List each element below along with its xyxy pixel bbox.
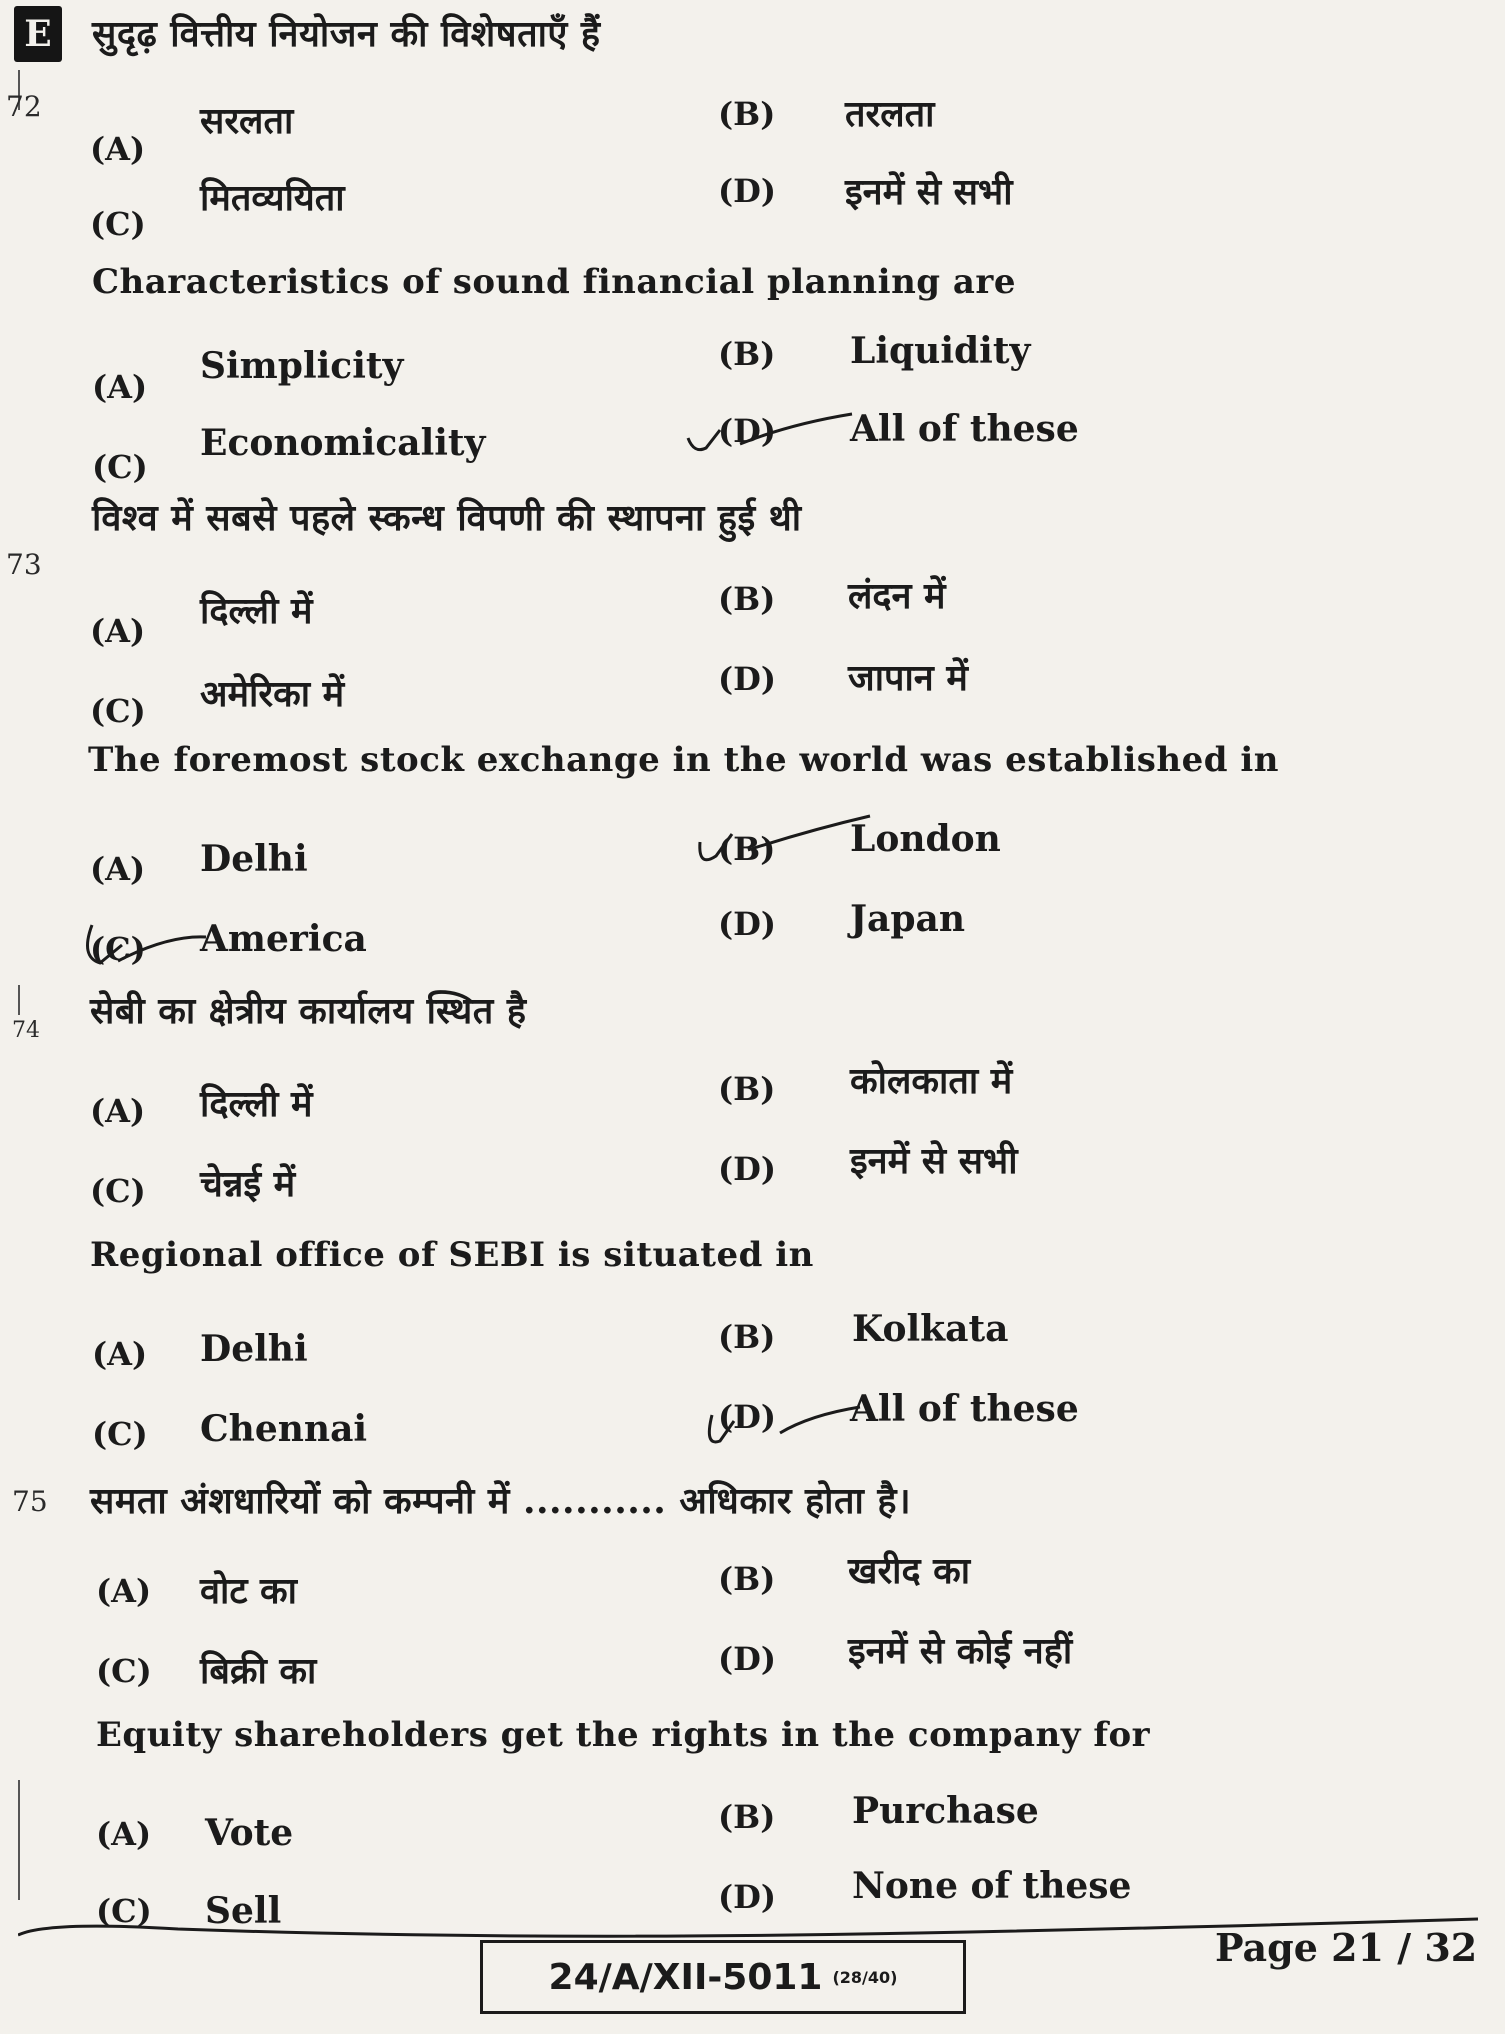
option-label: (D) bbox=[718, 660, 777, 698]
option-label: (D) bbox=[718, 1398, 777, 1436]
option-text: जापान में bbox=[848, 657, 968, 699]
option-label: (D) bbox=[718, 1878, 777, 1916]
margin-line bbox=[18, 985, 20, 1015]
option-text: इनमें से सभी bbox=[850, 1140, 1018, 1182]
option-text: खरीद का bbox=[848, 1550, 971, 1592]
option-text: सरलता bbox=[200, 100, 294, 142]
option-label: (B) bbox=[718, 580, 776, 618]
option-text: बिक्री का bbox=[200, 1650, 317, 1692]
paper-code-small: (28/40) bbox=[832, 1967, 898, 1987]
option-text: लंदन में bbox=[848, 575, 946, 617]
option-label: (C) bbox=[92, 1415, 148, 1453]
option-label: (C) bbox=[90, 205, 146, 243]
answer-tick-mark bbox=[680, 400, 870, 460]
option-text: अमेरिका में bbox=[200, 673, 345, 715]
question-number: 75 bbox=[12, 1485, 48, 1518]
question-stem-english: The foremost stock exchange in the world was established in bbox=[88, 740, 1279, 780]
option-label: (C) bbox=[96, 1892, 152, 1930]
option-text: Sell bbox=[205, 1890, 282, 1932]
question-number: 72 bbox=[6, 90, 42, 123]
option-label: (A) bbox=[90, 130, 146, 168]
question-stem-hindi: विश्व में सबसे पहले स्कन्ध विपणी की स्थापना हुई थी bbox=[92, 497, 802, 539]
answer-tick-mark bbox=[700, 1385, 870, 1455]
option-text: Chennai bbox=[200, 1408, 368, 1450]
option-text: मितव्ययिता bbox=[200, 177, 345, 219]
option-label: (B) bbox=[718, 1560, 776, 1598]
option-label: (D) bbox=[718, 1150, 777, 1188]
option-label: (B) bbox=[718, 335, 776, 373]
option-label: (C) bbox=[96, 1652, 152, 1690]
option-text: Delhi bbox=[200, 1328, 308, 1370]
option-label: (C) bbox=[90, 1172, 146, 1210]
option-label: (C) bbox=[90, 692, 146, 730]
option-label: (A) bbox=[96, 1815, 152, 1853]
option-label: (D) bbox=[718, 412, 777, 450]
option-text: Liquidity bbox=[850, 330, 1031, 372]
option-label: (B) bbox=[718, 1070, 776, 1108]
question-number: 74 bbox=[12, 1018, 40, 1043]
option-label: (A) bbox=[92, 368, 148, 406]
option-label: (A) bbox=[92, 1335, 148, 1373]
question-stem-hindi: समता अंशधारियों को कम्पनी में ........... अधिकार होता है। bbox=[90, 1480, 912, 1522]
option-text: दिल्ली में bbox=[200, 1083, 313, 1125]
paper-code-box bbox=[480, 1940, 966, 2014]
option-label: (B) bbox=[718, 830, 776, 868]
question-stem-english: Equity shareholders get the rights in the company for bbox=[96, 1715, 1151, 1755]
option-text: London bbox=[850, 818, 1001, 860]
option-text: Purchase bbox=[852, 1790, 1039, 1832]
option-label: (D) bbox=[718, 172, 777, 210]
option-label: (B) bbox=[718, 1318, 776, 1356]
option-text: Economicality bbox=[200, 422, 486, 464]
option-text: America bbox=[200, 918, 367, 960]
question-stem-english: Regional office of SEBI is situated in bbox=[90, 1235, 814, 1275]
option-label: (A) bbox=[90, 1092, 146, 1130]
set-badge: E bbox=[14, 6, 62, 62]
option-text: Delhi bbox=[200, 838, 308, 880]
option-label: (D) bbox=[718, 905, 777, 943]
option-text: None of these bbox=[852, 1865, 1132, 1907]
answer-tick-mark bbox=[78, 905, 268, 975]
option-text: इनमें से सभी bbox=[845, 171, 1013, 213]
option-label: (A) bbox=[90, 850, 146, 888]
page-number: Page 21 / 32 bbox=[1215, 1925, 1478, 1970]
option-label: (C) bbox=[90, 930, 146, 968]
option-text: Kolkata bbox=[852, 1308, 1009, 1350]
option-label: (B) bbox=[718, 1798, 776, 1836]
option-label: (D) bbox=[718, 1640, 777, 1678]
option-label: (A) bbox=[90, 612, 146, 650]
option-text: All of these bbox=[850, 408, 1079, 450]
option-text: कोलकाता में bbox=[850, 1060, 1013, 1102]
question-stem-english: Characteristics of sound financial planning are bbox=[92, 262, 1016, 302]
option-text: दिल्ली में bbox=[200, 590, 313, 632]
option-text: तरलता bbox=[845, 93, 935, 135]
option-text: All of these bbox=[850, 1388, 1079, 1430]
option-label: (C) bbox=[92, 448, 148, 486]
option-text: Japan bbox=[850, 898, 966, 940]
option-text: चेन्नई में bbox=[200, 1163, 296, 1205]
question-stem-hindi: सेबी का क्षेत्रीय कार्यालय स्थित है bbox=[90, 990, 527, 1032]
question-stem-hindi: सुदृढ़ वित्तीय नियोजन की विशेषताएँ हैं bbox=[92, 13, 601, 55]
option-label: (A) bbox=[96, 1572, 152, 1610]
option-text: Simplicity bbox=[200, 345, 404, 387]
question-number: 73 bbox=[6, 548, 42, 581]
option-text: वोट का bbox=[200, 1570, 297, 1612]
paper-code: 24/A/XII-5011 bbox=[548, 1956, 823, 1998]
option-label: (B) bbox=[718, 95, 776, 133]
option-text: Vote bbox=[205, 1812, 294, 1854]
answer-tick-mark bbox=[690, 810, 890, 870]
margin-line bbox=[18, 1780, 20, 1900]
option-text: इनमें से कोई नहीं bbox=[848, 1630, 1073, 1672]
